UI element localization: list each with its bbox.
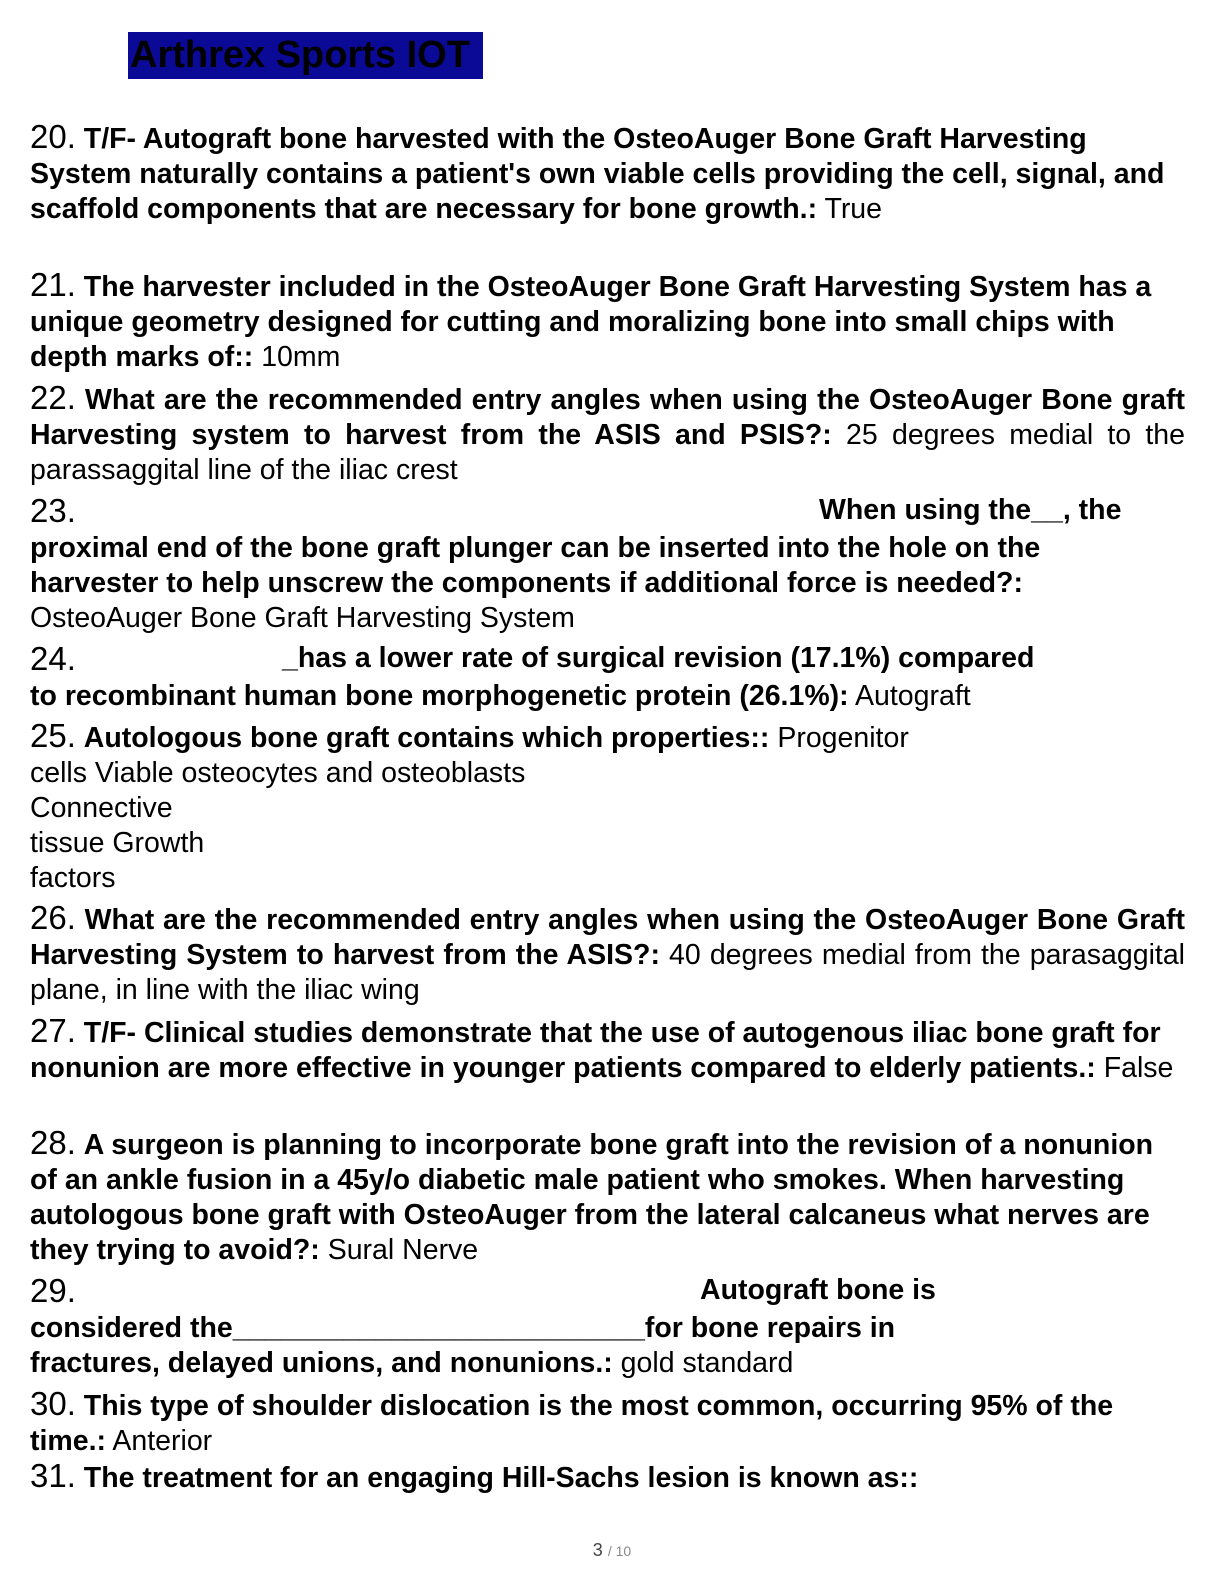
question-text-line-1: _has a lower rate of surgical revision (17.1%) compared xyxy=(282,642,1035,674)
question-text-line-3: harvester to help unscrew the components if additional force is needed?: xyxy=(30,567,1023,599)
answer-text: 25 degrees medial to the parassaggital line of the iliac crest xyxy=(30,419,1186,486)
answer-text: 40 degrees medial from the parasaggital plane, in line with the iliac wing xyxy=(30,939,1185,1006)
question-31 xyxy=(30,1458,1185,1496)
answer-text: OsteoAuger Bone Graft Harvesting System xyxy=(30,602,575,634)
question-number: 24. xyxy=(30,640,76,677)
question-21 xyxy=(30,267,1185,375)
question-text-line-2: to recombinant human bone morphogenetic protein (26.1%): xyxy=(30,680,849,712)
document-title: Arthrex Sports IOT xyxy=(130,34,470,76)
answer-text: True xyxy=(824,193,883,225)
question-number: 27. xyxy=(30,1012,76,1049)
question-27 xyxy=(30,1013,1185,1086)
question-text: T/F- Autograft bone harvested with the OsteoAuger Bone Graft Harvesting System naturally contains a patient's own viable cells providing the cell, signal, and scaffold components that are necessary for bone growth.: xyxy=(30,123,1165,225)
answer-text-line-3: Connective xyxy=(30,792,173,824)
question-24 xyxy=(30,641,1185,714)
question-text-line-1: Autograft bone is xyxy=(700,1274,936,1306)
page-total: / 10 xyxy=(607,1543,632,1559)
answer-text-line-5: factors xyxy=(30,862,116,894)
answer-text: gold standard xyxy=(620,1347,794,1379)
question-text: This type of shoulder dislocation is the most common, occurring 95% of the time.: xyxy=(30,1390,1114,1457)
question-number: 20. xyxy=(30,118,76,155)
question-text: The harvester included in the OsteoAuger Bone Graft Harvesting System has a unique geometry designed for cutting and moralizing bone into small chips with depth marks of:: xyxy=(30,271,1152,373)
question-number: 29. xyxy=(30,1272,76,1309)
question-text: What are the recommended entry angles when using the OsteoAuger Bone Graft Harvesting System to harvest from the ASIS?: xyxy=(30,904,1185,971)
answer-text-line-4: tissue Growth xyxy=(30,827,205,859)
question-23 xyxy=(30,493,1185,636)
question-number: 25. xyxy=(30,717,76,754)
question-number: 28. xyxy=(30,1124,76,1161)
question-26 xyxy=(30,900,1185,1008)
question-text-line-1: When using the__, the xyxy=(819,494,1122,526)
question-text: T/F- Clinical studies demonstrate that the use of autogenous iliac bone graft for nonunion are more effective in younger patients compared to elderly patients.: xyxy=(30,1017,1161,1084)
answer-text-line-1: Progenitor xyxy=(777,722,909,754)
question-22 xyxy=(30,380,1185,488)
question-number: 30. xyxy=(30,1385,76,1422)
question-number: 26. xyxy=(30,899,76,936)
answer-text: Sural Nerve xyxy=(327,1234,479,1266)
question-text: Autologous bone graft contains which properties:: xyxy=(83,722,770,754)
question-number: 31. xyxy=(30,1457,76,1494)
answer-text: Autograft xyxy=(855,680,971,712)
question-number: 22. xyxy=(30,379,76,416)
question-text-line-2: considered the__________________________for bone repairs in xyxy=(30,1312,896,1344)
question-text-line-2: proximal end of the bone graft plunger can be inserted into the hole on the xyxy=(30,532,1041,564)
question-text-line-3: fractures, delayed unions, and nonunions.: xyxy=(30,1347,613,1379)
question-number: 21. xyxy=(30,266,76,303)
question-25 xyxy=(30,718,1185,896)
question-20 xyxy=(30,119,1185,227)
question-30 xyxy=(30,1386,1185,1459)
question-number: 23. xyxy=(30,492,76,529)
question-text: A surgeon is planning to incorporate bone graft into the revision of a nonunion of an ankle fusion in a 45y/o diabetic male patient who smokes. When harvesting autologous bone graft with OsteoAuger from the lateral calcaneus what nerves are they trying to avoid?: xyxy=(30,1129,1154,1266)
page-number: 3 xyxy=(592,1540,603,1560)
document-title-banner xyxy=(128,32,483,79)
answer-text: Anterior xyxy=(112,1425,213,1457)
question-text: What are the recommended entry angles when using the OsteoAuger Bone graft Harvesting system to harvest from the ASIS and PSIS?: xyxy=(30,384,1185,451)
page-indicator xyxy=(0,1540,1224,1561)
question-text: The treatment for an engaging Hill-Sachs lesion is known as:: xyxy=(83,1462,919,1494)
answer-text-line-2: cells Viable osteocytes and osteoblasts xyxy=(30,757,526,789)
answer-text: 10mm xyxy=(261,341,341,373)
answer-text: False xyxy=(1103,1052,1174,1084)
question-29 xyxy=(30,1273,1185,1381)
question-28 xyxy=(30,1125,1185,1268)
